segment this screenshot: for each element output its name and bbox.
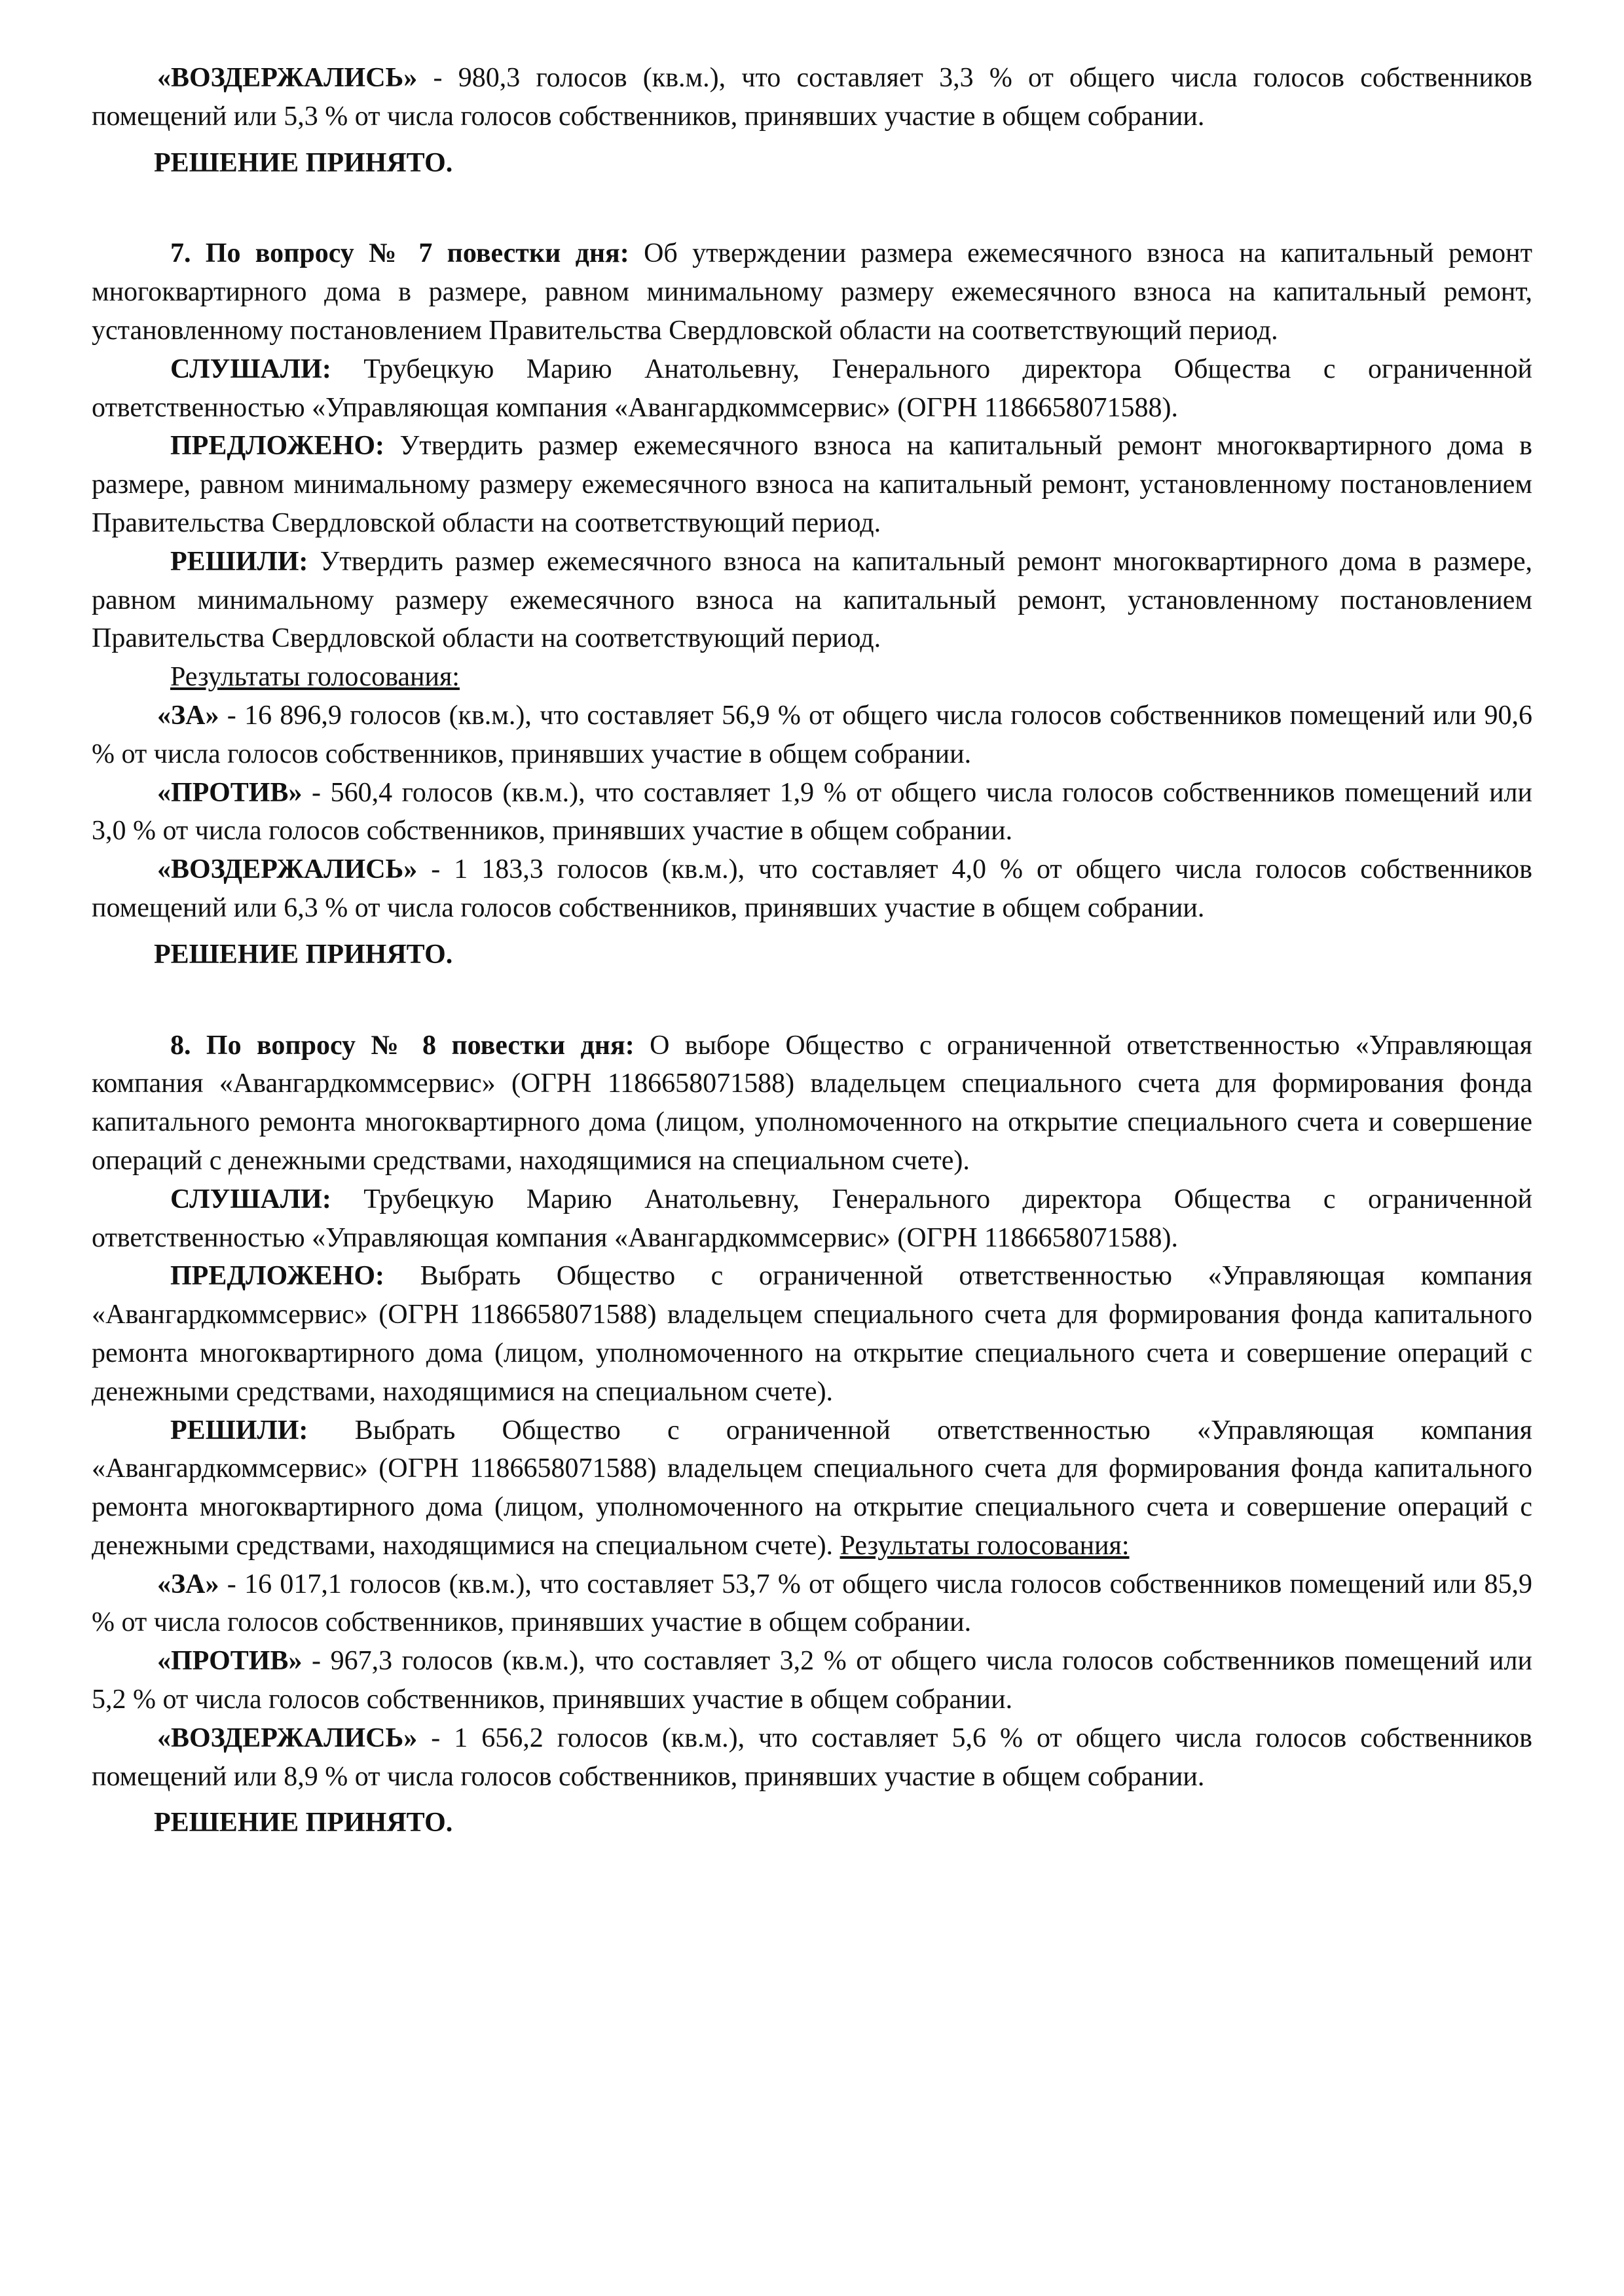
vote-for-label: «ЗА» [157, 700, 219, 731]
heard-text: Трубецкую Марию Анатольевну, Генерального директора Общества с ограниченной ответственностью «Управляющая компания «Авангардкоммсервис» (ОГРН 1186658071588). [92, 1184, 1532, 1253]
abstained-text: - 980,3 голосов (кв.м.), что составляет 3,3 % от общего числа голосов собственников помещений или 5,3 % от числа голосов собственников, принявших участие в общем собрании. [92, 63, 1532, 132]
vote-for-label: «ЗА» [157, 1569, 219, 1599]
decided-text: Выбрать Общество с ограниченной ответственностью «Управляющая компания «Авангардкоммсервис» (ОГРН 1186658071588) владельцем специального счета для формирования фонда капитального ремонта многоквартирного дома (лицом, уполномоченного на открытие специального счета и совершение операций с денежными средствами, находящимися на специальном счете). [92, 1415, 1532, 1561]
decision-text: РЕШЕНИЕ ПРИНЯТО. [154, 939, 453, 970]
question-8-section [92, 1027, 1532, 1843]
decided-paragraph [92, 1412, 1532, 1565]
decided-paragraph [92, 543, 1532, 658]
question-heading: 8. По вопросу № 8 повестки дня: [170, 1030, 635, 1061]
heard-paragraph [92, 1180, 1532, 1258]
vote-for-paragraph [92, 1565, 1532, 1643]
results-heading: Результаты голосования: [170, 662, 460, 693]
vote-for-paragraph [92, 697, 1532, 774]
vote-against-text: - 967,3 голосов (кв.м.), что составляет 3,2 % от общего числа голосов собственников помещений или 5,2 % от числа голосов собственников, принявших участие в общем собрании. [92, 1646, 1532, 1715]
proposed-paragraph [92, 427, 1532, 542]
vote-for-text: - 16 017,1 голосов (кв.м.), что составляет 53,7 % от общего числа голосов собственников помещений или 85,9 % от числа голосов собственников, принявших участие в общем собрании. [92, 1569, 1532, 1638]
question-heading-paragraph [92, 1027, 1532, 1180]
question-topic: Об утверждении размера ежемесячного взноса на капитальный ремонт многоквартирного дома в размере, равном минимальному размеру ежемесячного взноса на капитальный ремонт, установленному постановлением Правительства Свердловской области на соответствующий период. [92, 238, 1532, 346]
heard-label: СЛУШАЛИ: [170, 354, 331, 384]
vote-abstained-paragraph [92, 1719, 1532, 1796]
vote-against-text: - 560,4 голосов (кв.м.), что составляет 1,9 % от общего числа голосов собственников помещений или 3,0 % от числа голосов собственников, принявших участие в общем собрании. [92, 777, 1532, 847]
heard-paragraph [92, 350, 1532, 428]
proposed-label: ПРЕДЛОЖЕНО: [170, 431, 385, 462]
vote-abstained-text: - 1 183,3 голосов (кв.м.), что составляет 4,0 % от общего числа голосов собственников помещений или 6,3 % от числа голосов собственников, принявших участие в общем собрании. [92, 854, 1532, 923]
proposed-label: ПРЕДЛОЖЕНО: [170, 1261, 385, 1292]
question-7-section [92, 234, 1532, 974]
vote-against-label: «ПРОТИВ» [157, 1646, 303, 1677]
question-heading: 7. По вопросу № 7 повестки дня: [170, 238, 629, 269]
abstained-label: «ВОЗДЕРЖАЛИСЬ» [157, 63, 418, 93]
vote-abstained-paragraph [92, 850, 1532, 928]
decision-text: РЕШЕНИЕ ПРИНЯТО. [154, 147, 453, 178]
results-heading-paragraph [92, 658, 1532, 697]
vote-against-paragraph [92, 1642, 1532, 1719]
vote-abstained-label: «ВОЗДЕРЖАЛИСЬ» [157, 1722, 418, 1753]
proposed-paragraph [92, 1257, 1532, 1411]
heard-text: Трубецкую Марию Анатольевну, Генерального директора Общества с ограниченной ответственностью «Управляющая компания «Авангардкоммсервис» (ОГРН 1186658071588). [92, 354, 1532, 423]
decision-text: РЕШЕНИЕ ПРИНЯТО. [154, 1808, 453, 1838]
abstained-paragraph [92, 59, 1532, 136]
vote-abstained-text: - 1 656,2 голосов (кв.м.), что составляет 5,6 % от общего числа голосов собственников помещений или 8,9 % от числа голосов собственников, принявших участие в общем собрании. [92, 1722, 1532, 1792]
vote-against-label: «ПРОТИВ» [157, 777, 303, 808]
question-topic: О выборе Общество с ограниченной ответственностью «Управляющая компания «Авангардкоммсервис» (ОГРН 1186658071588) владельцем специального счета для формирования фонда капитального ремонта многоквартирного дома (лицом, уполномоченного на открытие специального счета и совершение операций с денежными средствами, находящимися на специальном счете). [92, 1030, 1532, 1176]
question-heading-paragraph [92, 234, 1532, 350]
vote-abstained-label: «ВОЗДЕРЖАЛИСЬ» [157, 854, 418, 885]
vote-against-paragraph [92, 774, 1532, 851]
results-heading: Результаты голосования: [840, 1530, 1130, 1561]
vote-for-text: - 16 896,9 голосов (кв.м.), что составляет 56,9 % от общего числа голосов собственников помещений или 90,6 % от числа голосов собственников, принявших участие в общем собрании. [92, 700, 1532, 769]
decided-label: РЕШИЛИ: [170, 546, 308, 577]
decided-text: Утвердить размер ежемесячного взноса на капитальный ремонт многоквартирного дома в размере, равном минимальному размеру ежемесячного взноса на капитальный ремонт, установленному постановлением Правительства Свердловской области на соответствующий период. [92, 546, 1532, 654]
proposed-text: Утвердить размер ежемесячного взноса на капитальный ремонт многоквартирного дома в размере, равном минимальному размеру ежемесячного взноса на капитальный ремонт, установленному постановлением Правительства Свердловской области на соответствующий период. [92, 431, 1532, 538]
decided-label: РЕШИЛИ: [170, 1415, 308, 1446]
heard-label: СЛУШАЛИ: [170, 1184, 331, 1214]
proposed-text: Выбрать Общество с ограниченной ответственностью «Управляющая компания «Авангардкоммсервис» (ОГРН 1186658071588) владельцем специального счета для формирования фонда капитального ремонта многоквартирного дома (лицом, уполномоченного на открытие специального счета и совершение операций с денежными средствами, находящимися на специальном счете). [92, 1261, 1532, 1407]
